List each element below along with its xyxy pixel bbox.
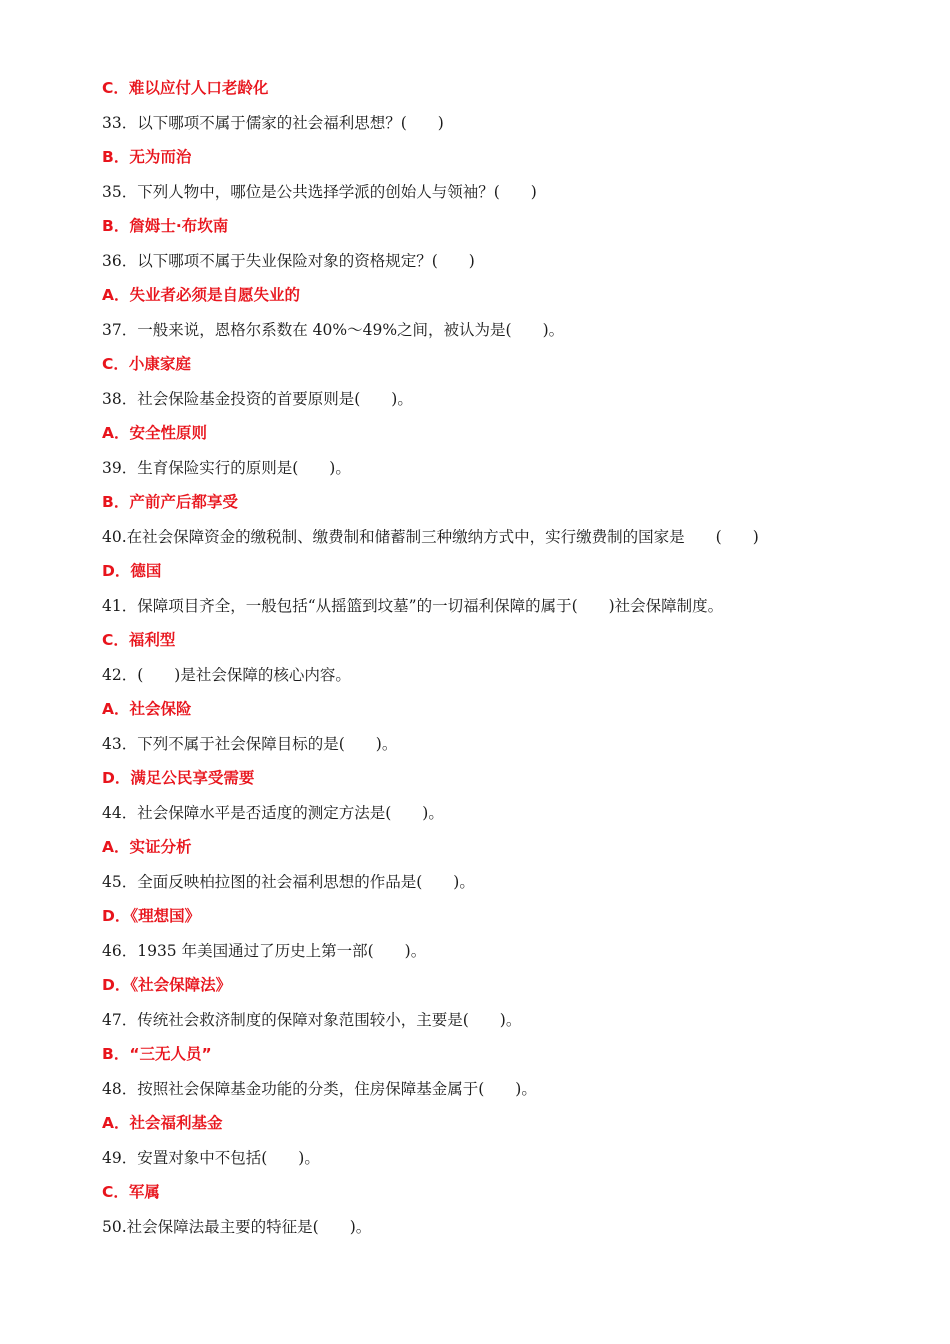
answer-line: B．产前产后都享受 <box>102 493 238 511</box>
question-line: 38．社会保险基金投资的首要原则是( )。 <box>102 389 413 408</box>
question-line: 43．下列不属于社会保障目标的是( )。 <box>102 734 398 753</box>
question-line: 45．全面反映柏拉图的社会福利思想的作品是( )。 <box>102 872 475 891</box>
question-line: 37．一般来说，恩格尔系数在 40%～49%之间，被认为是( )。 <box>102 320 565 339</box>
answer-line: A．失业者必须是自愿失业的 <box>102 286 300 304</box>
answer-line: D．《社会保障法》 <box>102 976 232 994</box>
answer-line: A．社会保险 <box>102 700 192 718</box>
question-line: 35．下列人物中，哪位是公共选择学派的创始人与领袖？( ) <box>102 182 537 201</box>
answer-line: C．难以应付人口老龄化 <box>102 79 269 97</box>
question-line: 44．社会保障水平是否适度的测定方法是( )。 <box>102 803 444 822</box>
answer-line: A．社会福利基金 <box>102 1114 223 1132</box>
question-line: 36．以下哪项不属于失业保险对象的资格规定？( ) <box>102 251 475 270</box>
question-line: 46．1935 年美国通过了历史上第一部( )。 <box>102 941 427 960</box>
answer-line: A．安全性原则 <box>102 424 207 442</box>
question-line: 50.社会保障法最主要的特征是( )。 <box>102 1217 372 1236</box>
answer-line: C．福利型 <box>102 631 176 649</box>
question-line: 33．以下哪项不属于儒家的社会福利思想？( ) <box>102 113 444 132</box>
answer-line: C．军属 <box>102 1183 160 1201</box>
question-answer-list <box>102 76 862 1249</box>
question-line: 48．按照社会保障基金功能的分类，住房保障基金属于( )。 <box>102 1079 537 1098</box>
question-line: 42．( )是社会保障的核心内容。 <box>102 665 351 684</box>
question-line: 41．保障项目齐全，一般包括“从摇篮到坟墓”的一切福利保障的属于( )社会保障制度。 <box>102 596 724 615</box>
answer-line: B．詹姆士·布坎南 <box>102 217 229 235</box>
answer-line: D．《理想国》 <box>102 907 201 925</box>
question-line: 47．传统社会救济制度的保障对象范围较小，主要是( )。 <box>102 1010 522 1029</box>
answer-line: A．实证分析 <box>102 838 192 856</box>
answer-line: B．无为而治 <box>102 148 192 166</box>
question-line: 40.在社会保障资金的缴税制、缴费制和储蓄制三种缴纳方式中，实行缴费制的国家是 ( ) <box>102 527 759 546</box>
answer-line: D．满足公民享受需要 <box>102 769 255 787</box>
answer-line: B．“三无人员” <box>102 1045 212 1063</box>
answer-line: D．德国 <box>102 562 162 580</box>
answer-line: C．小康家庭 <box>102 355 191 373</box>
question-line: 39．生育保险实行的原则是( )。 <box>102 458 351 477</box>
question-line: 49．安置对象中不包括( )。 <box>102 1148 320 1167</box>
